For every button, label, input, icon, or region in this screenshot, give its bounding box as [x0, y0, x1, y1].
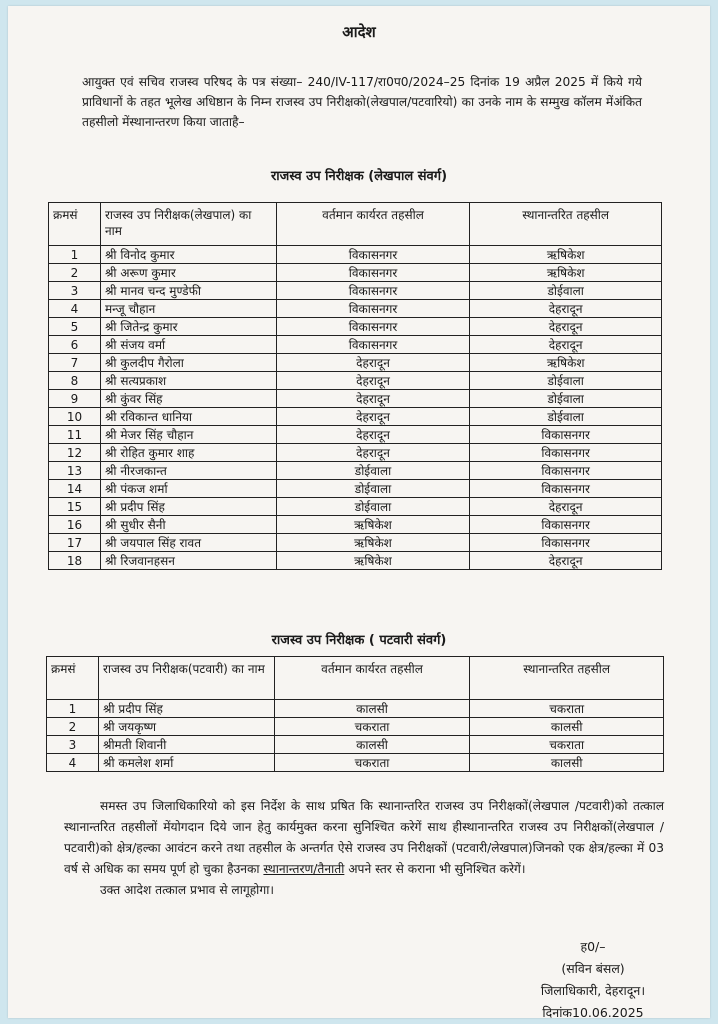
col-header-name: राजस्व उप निरीक्षक(लेखपाल) का नाम: [100, 203, 276, 246]
cell-transferred-tehsil: ऋषिकेश: [470, 264, 662, 282]
col-header-name: राजस्व उप निरीक्षक(पटवारी) का नाम: [98, 657, 274, 700]
cell-current-tehsil: विकासनगर: [276, 336, 470, 354]
signatory-designation: जिलाधिकारी, देहरादून।: [540, 983, 646, 998]
signature-mark: ह0/–: [580, 939, 606, 954]
table-row: [49, 300, 662, 318]
cell-name: श्री रोहित कुमार शाह: [100, 444, 276, 462]
cell-transferred-tehsil: देहरादून: [470, 318, 662, 336]
cell-transferred-tehsil: देहरादून: [470, 336, 662, 354]
cell-serial: 2: [47, 718, 99, 736]
table-row: [47, 700, 664, 718]
cell-transferred-tehsil: डोईवाला: [470, 372, 662, 390]
cell-name: श्री पंकज शर्मा: [100, 480, 276, 498]
closing-text: [64, 796, 664, 901]
cell-name: श्री प्रदीप सिंह: [100, 498, 276, 516]
cell-current-tehsil: ऋषिकेश: [276, 516, 470, 534]
table-row: [49, 246, 662, 264]
col-header-current-tehsil: वर्तमान कार्यरत तहसील: [274, 657, 470, 700]
cell-name: श्री कुंवर सिंह: [100, 390, 276, 408]
cell-transferred-tehsil: चकराता: [470, 700, 664, 718]
order-document: [8, 6, 710, 1018]
cell-current-tehsil: विकासनगर: [276, 282, 470, 300]
instruction-paragraph: समस्त उप जिलाधिकारियो को इस निर्देश के साथ प्रषित कि स्थानान्तरित राजस्व उप निरीक्षकों(लेखपाल /पटवारी)को तत्काल स्थानान्तरित तहसीलों मेंयोगदान दिये जान हेतु कार्यमुक्त करना सुनिश्चित करेगें साथ हीस्थानान्तरित राजस्व उप निरीक्षकों(लेखपाल /पटवारी)को क्षेत्र/हल्का आवंटन करने तथा तहसील के अन्तर्गत ऐसे राजस्व उप निरीक्षकों (पटवारी/लेखपाल)जिनको एक क्षेत्र/हल्का में 03 वर्ष से अधिक का समय पूर्ण हो चुका हैउनका स्थानान्तरण/तैनाती अपने स्तर से कराना भी सुनिश्चित करेगें।: [64, 799, 664, 876]
underlined-phrase: स्थानान्तरण/तैनाती: [263, 862, 345, 876]
cell-name: श्री संजय वर्मा: [100, 336, 276, 354]
col-header-serial: क्रमसं: [47, 657, 99, 700]
cell-serial: 15: [49, 498, 101, 516]
cell-current-tehsil: देहरादून: [276, 372, 470, 390]
table-row: [49, 408, 662, 426]
col-header-current-tehsil: वर्तमान कार्यरत तहसील: [276, 203, 470, 246]
cell-serial: 9: [49, 390, 101, 408]
cell-serial: 14: [49, 480, 101, 498]
document-title: आदेश: [342, 23, 376, 41]
table-row: [49, 552, 662, 570]
cell-transferred-tehsil: कालसी: [470, 718, 664, 736]
cell-serial: 3: [49, 282, 101, 300]
cell-current-tehsil: देहरादून: [276, 354, 470, 372]
order-date: दिनांक10.06.2025: [542, 1005, 644, 1020]
cell-serial: 16: [49, 516, 101, 534]
cell-name: श्री मेजर सिंह चौहान: [100, 426, 276, 444]
cell-name: श्री सत्यप्रकाश: [100, 372, 276, 390]
table-row: [49, 480, 662, 498]
cell-transferred-tehsil: विकासनगर: [470, 534, 662, 552]
table-header-row: [49, 203, 662, 246]
cell-transferred-tehsil: विकासनगर: [470, 462, 662, 480]
table-row: [49, 354, 662, 372]
cell-current-tehsil: चकराता: [274, 718, 470, 736]
cell-serial: 18: [49, 552, 101, 570]
effect-paragraph: उक्त आदेश तत्काल प्रभाव से लागूहोगा।: [100, 883, 274, 897]
cell-name: मन्जू चौहान: [100, 300, 276, 318]
cell-serial: 8: [49, 372, 101, 390]
cell-current-tehsil: ऋषिकेश: [276, 534, 470, 552]
cell-current-tehsil: विकासनगर: [276, 264, 470, 282]
cell-current-tehsil: कालसी: [274, 736, 470, 754]
cell-current-tehsil: कालसी: [274, 700, 470, 718]
cell-name: श्री प्रदीप सिंह: [98, 700, 274, 718]
table-row: [49, 426, 662, 444]
table2-body: [47, 700, 664, 772]
cell-name: श्री जितेन्द्र कुमार: [100, 318, 276, 336]
cell-transferred-tehsil: विकासनगर: [470, 444, 662, 462]
cell-serial: 17: [49, 534, 101, 552]
cell-current-tehsil: विकासनगर: [276, 300, 470, 318]
table2-heading: राजस्व उप निरीक्षक ( पटवारी संवर्ग): [271, 633, 447, 648]
cell-serial: 4: [47, 754, 99, 772]
signatory-name: (सविन बंसल): [561, 961, 625, 976]
cell-serial: 7: [49, 354, 101, 372]
table-row: [47, 718, 664, 736]
cell-serial: 13: [49, 462, 101, 480]
cell-transferred-tehsil: विकासनगर: [470, 480, 662, 498]
signature-block: [508, 936, 678, 1024]
cell-name: श्री रविकान्त धानिया: [100, 408, 276, 426]
cell-transferred-tehsil: विकासनगर: [470, 516, 662, 534]
cell-serial: 4: [49, 300, 101, 318]
table-row: [49, 390, 662, 408]
cell-name: श्री सुधीर सैनी: [100, 516, 276, 534]
table-row: [49, 264, 662, 282]
cell-serial: 5: [49, 318, 101, 336]
table1-heading: राजस्व उप निरीक्षक (लेखपाल संवर्ग): [270, 169, 448, 184]
patwari-transfer-table: [46, 656, 664, 772]
cell-current-tehsil: देहरादून: [276, 408, 470, 426]
lekhpal-transfer-table: [48, 202, 662, 570]
table-row: [49, 318, 662, 336]
cell-serial: 3: [47, 736, 99, 754]
cell-transferred-tehsil: ऋषिकेश: [470, 246, 662, 264]
table-row: [49, 516, 662, 534]
cell-serial: 6: [49, 336, 101, 354]
table-row: [49, 372, 662, 390]
table-row: [49, 462, 662, 480]
table1-body: [49, 246, 662, 570]
col-header-transferred-tehsil: स्थानान्तरित तहसील: [470, 657, 664, 700]
cell-transferred-tehsil: विकासनगर: [470, 426, 662, 444]
cell-transferred-tehsil: देहरादून: [470, 552, 662, 570]
table-row: [49, 444, 662, 462]
cell-name: श्री विनोद कुमार: [100, 246, 276, 264]
cell-current-tehsil: डोईवाला: [276, 498, 470, 516]
cell-serial: 11: [49, 426, 101, 444]
cell-serial: 10: [49, 408, 101, 426]
cell-name: श्री नीरजकान्त: [100, 462, 276, 480]
cell-transferred-tehsil: देहरादून: [470, 300, 662, 318]
table-row: [49, 534, 662, 552]
cell-current-tehsil: देहरादून: [276, 426, 470, 444]
table-row: [49, 498, 662, 516]
col-header-serial: क्रमसं: [49, 203, 101, 246]
col-header-transferred-tehsil: स्थानान्तरित तहसील: [470, 203, 662, 246]
cell-name: श्री जयकृष्ण: [98, 718, 274, 736]
cell-current-tehsil: ऋषिकेश: [276, 552, 470, 570]
cell-transferred-tehsil: डोईवाला: [470, 282, 662, 300]
cell-current-tehsil: विकासनगर: [276, 318, 470, 336]
cell-transferred-tehsil: डोईवाला: [470, 390, 662, 408]
cell-transferred-tehsil: देहरादून: [470, 498, 662, 516]
cell-current-tehsil: विकासनगर: [276, 246, 470, 264]
cell-name: श्री मानव चन्द मुण्डेफी: [100, 282, 276, 300]
cell-current-tehsil: डोईवाला: [276, 480, 470, 498]
cell-current-tehsil: देहरादून: [276, 390, 470, 408]
cell-name: श्री कुलदीप गैरोला: [100, 354, 276, 372]
cell-current-tehsil: देहरादून: [276, 444, 470, 462]
cell-transferred-tehsil: डोईवाला: [470, 408, 662, 426]
cell-name: श्री जयपाल सिंह रावत: [100, 534, 276, 552]
cell-serial: 2: [49, 264, 101, 282]
intro-paragraph: आयुक्त एवं सचिव राजस्व परिषद के पत्र संख्या– 240/IV-117/रा0प0/2024–25 दिनांक 19 अप्रैल 2025 में किये गये प्राविधानों के तहत भूलेख अधिष्ठान के निम्न राजस्व उप निरीक्षको(लेखपाल/पटवारियो) का उनके नाम के सम्मुख कॉलम मेंअंकित तहसीलो मेंस्थानान्तरण किया जाताहै–: [82, 75, 642, 129]
table-row: [47, 736, 664, 754]
cell-serial: 12: [49, 444, 101, 462]
cell-transferred-tehsil: कालसी: [470, 754, 664, 772]
table-row: [47, 754, 664, 772]
table-row: [49, 336, 662, 354]
cell-serial: 1: [49, 246, 101, 264]
cell-transferred-tehsil: चकराता: [470, 736, 664, 754]
cell-serial: 1: [47, 700, 99, 718]
cell-current-tehsil: चकराता: [274, 754, 470, 772]
cell-name: श्री अरूण कुमार: [100, 264, 276, 282]
cell-name: श्री कमलेश शर्मा: [98, 754, 274, 772]
cell-name: श्री रिजवानहसन: [100, 552, 276, 570]
table-header-row: [47, 657, 664, 700]
cell-name: श्रीमती शिवानी: [98, 736, 274, 754]
cell-current-tehsil: डोईवाला: [276, 462, 470, 480]
table-row: [49, 282, 662, 300]
cell-transferred-tehsil: ऋषिकेश: [470, 354, 662, 372]
